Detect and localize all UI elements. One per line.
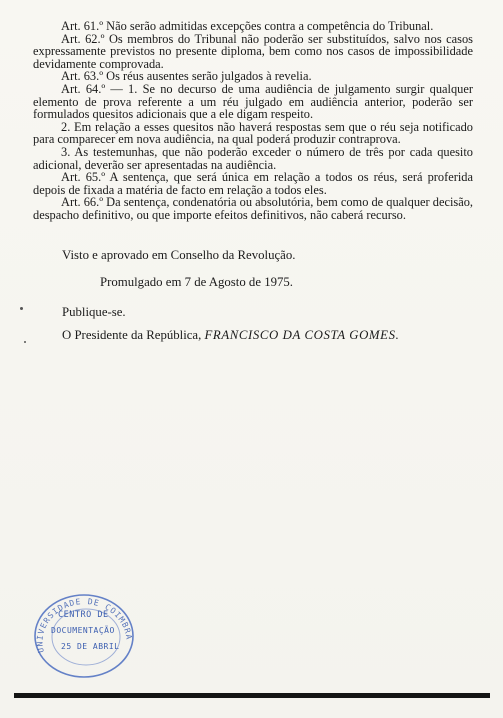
president-signature-line: [62, 328, 399, 342]
article-64-item-2: 2. Em relação a esses quesitos não haverá respostas sem que o réu seja notificado para comparecer em nova audiência, na qual poderá produzir contraprova.: [33, 119, 473, 147]
decree-articles: [33, 20, 473, 222]
stamp-line-3: 25 DE ABRIL: [61, 642, 120, 651]
article-65: Art. 65.º A sentença, que será única em relação a todos os réus, será proferida depois de fixada a matéria de facto em relação a todos eles.: [33, 170, 473, 197]
ink-speck: [24, 341, 26, 343]
article-64-item-3: 3. As testemunhas, que não poderão exceder o número de três por cada quesito adicional, deverão ser apresentadas na audiência.: [33, 144, 473, 172]
article-66: Art. 66.º Da sentença, condenatória ou absolutória, bem como de qualquer decisão, despacho definitivo, ou que importe efeitos definitivos, não caberá recurso.: [33, 195, 473, 222]
stamp-ring-text: UNIVERSIDADE DE COIMBRA: [35, 597, 134, 654]
article-61: Art. 61.º Não serão admitidas excepções contra a competência do Tribunal.: [61, 19, 434, 33]
stamp-line-1: CENTRO DE: [58, 610, 109, 620]
stamp-line-2: DOCUMENTAÇÃO: [51, 626, 115, 635]
president-name: FRANCISCO DA COSTA GOMES.: [204, 328, 400, 342]
approval-line: Visto e aprovado em Conselho da Revolução.: [62, 248, 296, 262]
bottom-rule: [14, 693, 490, 698]
president-title: O Presidente da República,: [62, 328, 202, 342]
article-63: Art. 63.º Os réus ausentes serão julgados à revelia.: [61, 69, 312, 84]
promulgation-line: Promulgado em 7 de Agosto de 1975.: [100, 275, 294, 289]
article-64-item-1: Art. 64.º — 1. Se no decurso de uma audiência de julgamento surgir qualquer elemento de prova referente a um réu julgado em audiência anterior, poderão ser formulados quesitos adicionais que a ele digam respeito.: [33, 81, 473, 122]
ink-speck: [20, 307, 23, 310]
publication-line: Publique-se.: [62, 305, 126, 319]
article-62: Art. 62.º Os membros do Tribunal não poderão ser substituídos, salvo nos casos expressamente previstos no presente diploma, bem como nos casos de impossibilidade devidamente comprovada.: [33, 31, 473, 71]
stamp-seal-icon: [30, 590, 138, 680]
library-stamp: [30, 590, 138, 680]
